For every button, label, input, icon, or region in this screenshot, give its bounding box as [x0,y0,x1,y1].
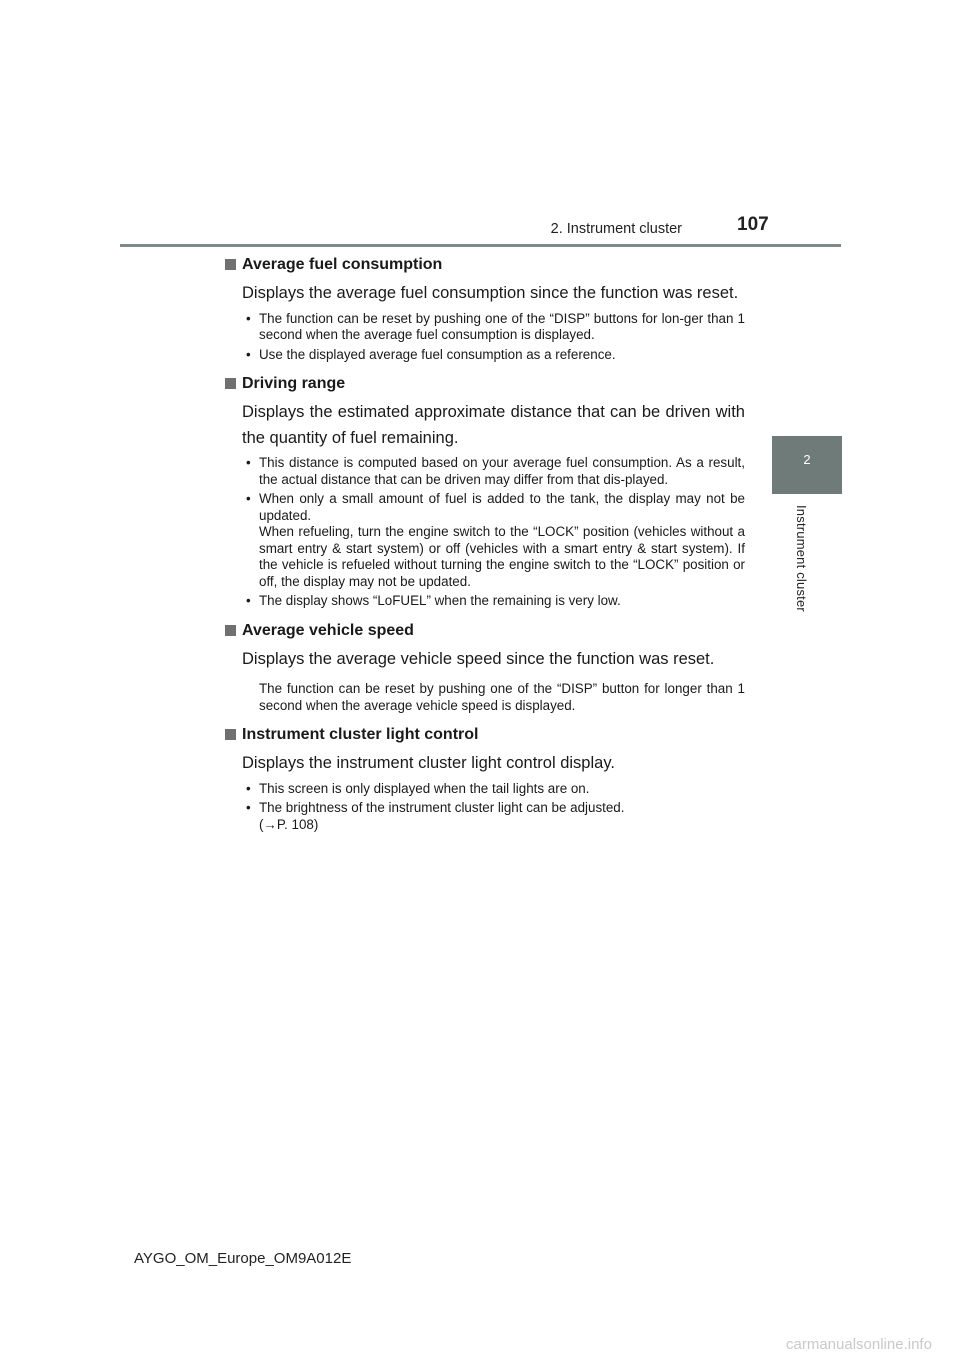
page-reference-link[interactable]: (→P. 108) [259,816,319,832]
chapter-side-label: Instrument cluster [794,505,809,612]
bullet-item-text: When only a small amount of fuel is added to the tank, the display may not be updated. [259,491,745,523]
square-bullet-icon [225,378,236,389]
bullet-list [222,455,745,610]
section-heading-text: Driving range [242,375,346,392]
bullet-list [222,781,745,834]
section-heading [222,620,745,642]
section-description: Displays the average vehicle speed since the function was reset. [242,649,715,668]
footer-document-id: AYGO_OM_Europe_OM9A012E [134,1250,352,1267]
section-heading [222,254,745,276]
bullet-item-text: The brightness of the instrument cluster light can be adjusted. [259,800,625,815]
page-number: 107 [737,214,769,235]
bullet-item: • This distance is computed based on your average fuel consumption. As a result, the actual distance that can be driven may differ from that dis-played. [259,455,745,488]
section-note: The function can be reset by pushing one of the “DISP” button for longer than 1 second when the average vehicle speed is displayed. [259,681,745,713]
chapter-tab-number: 2 [803,452,811,467]
section-average-vehicle-speed [222,620,745,715]
section-average-fuel-consumption [222,254,745,363]
bullet-item: • Use the displayed average fuel consumption as a reference. [259,347,745,364]
section-heading [222,724,745,746]
section-heading [222,373,745,395]
header-rule [120,244,841,247]
bullet-list [222,311,745,364]
header-chapter-title: 2. Instrument cluster [550,221,682,237]
section-driving-range [222,373,745,610]
square-bullet-icon [225,259,236,270]
section-instrument-cluster-light-control [222,724,745,833]
page-content [222,254,745,843]
section-description: Displays the instrument cluster light control display. [242,754,615,772]
bullet-item: • This screen is only displayed when the tail lights are on. [259,781,745,798]
watermark: carmanualsonline.info [786,1336,932,1353]
square-bullet-icon [225,625,236,636]
bullet-item: • The function can be reset by pushing one of the “DISP” buttons for lon-ger than 1 second when the average fuel consumption is displayed. [259,311,745,344]
square-bullet-icon [225,729,236,740]
bullet-item [259,800,745,833]
section-description: Displays the average fuel consumption since the function was reset. [242,284,739,302]
bullet-item-continuation: When refueling, turn the engine switch to the “LOCK” position (vehicles without a smart entry & start system) or off (vehicles with a smart entry & start system). If the vehicle is refueled without turning the engine switch to the “LOCK” position or off, the display may not be updated. [259,524,745,589]
section-heading-text: Average vehicle speed [242,621,414,639]
bullet-item: • The display shows “LoFUEL” when the remaining is very low. [259,593,745,610]
section-heading-text: Average fuel consumption [242,256,443,273]
section-description: Displays the estimated approximate distance that can be driven with the quantity of fuel remaining. [242,403,745,447]
bullet-item [259,491,745,590]
section-heading-text: Instrument cluster light control [242,726,479,743]
